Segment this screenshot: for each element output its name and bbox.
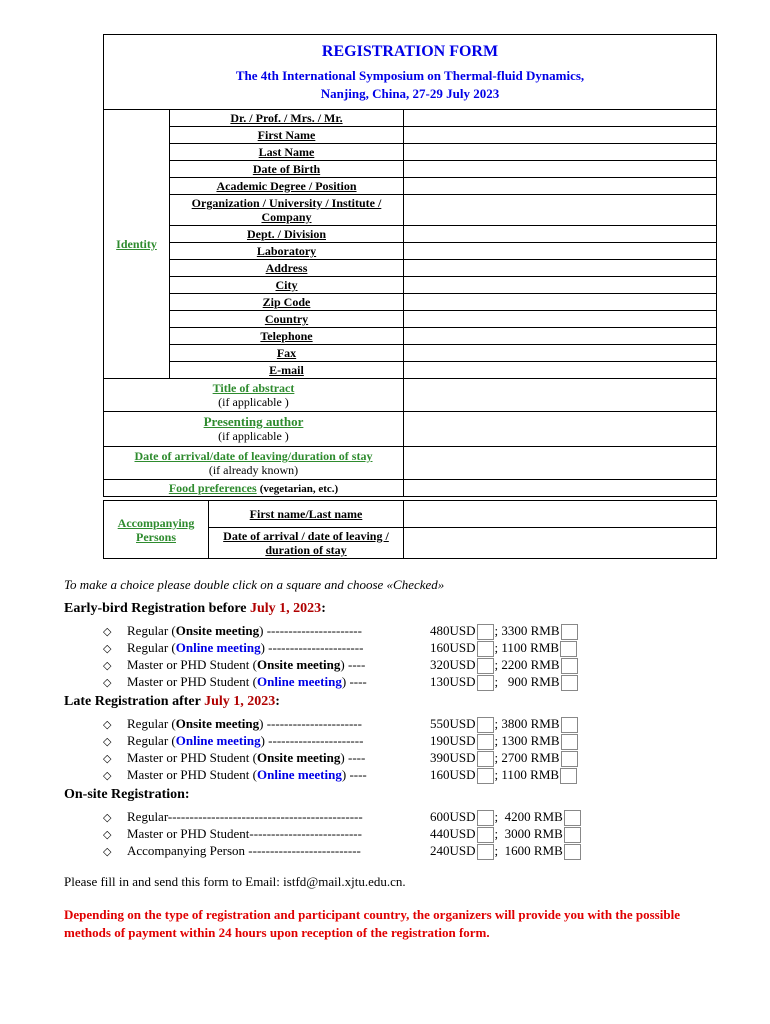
field-input-dob[interactable] bbox=[404, 161, 717, 178]
instruction-text: To make a choice please double click on a square and choose «Checked» bbox=[64, 577, 445, 592]
price-row: 240USD ; 1600 RMB bbox=[430, 842, 582, 859]
field-input-last-name[interactable] bbox=[404, 144, 717, 161]
checkbox-usd[interactable] bbox=[477, 844, 494, 860]
option-row: ◇ Master or PHD Student-------------------------- bbox=[103, 825, 362, 842]
field-label-degree: Academic Degree / Position bbox=[170, 178, 404, 195]
checkbox-usd[interactable] bbox=[477, 658, 494, 674]
checkbox-rmb[interactable] bbox=[560, 641, 577, 657]
early-bird-heading: Early-bird Registration before July 1, 2023: bbox=[64, 601, 326, 616]
form-title: REGISTRATION FORM bbox=[321, 43, 499, 60]
price-row: 440USD ; 3000 RMB bbox=[430, 825, 582, 842]
diamond-icon: ◇ bbox=[103, 677, 112, 689]
diamond-icon: ◇ bbox=[103, 736, 112, 748]
checkbox-usd[interactable] bbox=[477, 641, 494, 657]
field-input-zip[interactable] bbox=[404, 294, 717, 311]
diamond-icon: ◇ bbox=[103, 770, 112, 782]
checkbox-usd[interactable] bbox=[477, 827, 494, 843]
field-label-address: Address bbox=[170, 260, 404, 277]
field-input-organization[interactable] bbox=[404, 195, 717, 226]
price-row: 130USD ; 900 RMB bbox=[430, 673, 579, 690]
checkbox-rmb[interactable] bbox=[561, 658, 578, 674]
field-input-country[interactable] bbox=[404, 311, 717, 328]
email-instruction: Please fill in and send this form to Email: istfd@mail.xjtu.edu.cn. bbox=[64, 874, 406, 889]
field-input-degree[interactable] bbox=[404, 178, 717, 195]
diamond-icon: ◇ bbox=[103, 846, 112, 858]
accompanying-table bbox=[103, 500, 717, 559]
field-input-lab[interactable] bbox=[404, 243, 717, 260]
presenting-author-label: Presenting author (if applicable ) bbox=[104, 412, 404, 447]
field-input-title[interactable] bbox=[404, 110, 717, 127]
presenting-author-input[interactable] bbox=[404, 412, 717, 447]
field-label-lab: Laboratory bbox=[170, 243, 404, 260]
field-label-dob: Date of Birth bbox=[170, 161, 404, 178]
field-label-city: City bbox=[170, 277, 404, 294]
checkbox-usd[interactable] bbox=[477, 675, 494, 691]
checkbox-usd[interactable] bbox=[477, 717, 494, 733]
checkbox-rmb[interactable] bbox=[561, 624, 578, 640]
option-row: ◇ Accompanying Person -------------------------- bbox=[103, 842, 361, 859]
abstract-label: Title of abstract (if applicable ) bbox=[104, 379, 404, 412]
price-row: 550USD ; 3800 RMB bbox=[430, 715, 579, 732]
identity-label: Identity bbox=[104, 110, 170, 379]
diamond-icon: ◇ bbox=[103, 643, 112, 655]
option-row: ◇ Master or PHD Student (Onsite meeting) ---- bbox=[103, 656, 365, 673]
field-label-dept: Dept. / Division bbox=[170, 226, 404, 243]
diamond-icon: ◇ bbox=[103, 812, 112, 824]
acc-name-input[interactable] bbox=[404, 501, 717, 528]
field-label-first-name: First Name bbox=[170, 127, 404, 144]
option-row: ◇ Regular (Online meeting) ---------------------- bbox=[103, 732, 363, 749]
checkbox-rmb[interactable] bbox=[561, 717, 578, 733]
checkbox-rmb[interactable] bbox=[564, 844, 581, 860]
price-row: 190USD ; 1300 RMB bbox=[430, 732, 579, 749]
field-input-first-name[interactable] bbox=[404, 127, 717, 144]
field-label-fax: Fax bbox=[170, 345, 404, 362]
option-row: ◇ Regular (Onsite meeting) ---------------------- bbox=[103, 715, 362, 732]
field-label-title: Dr. / Prof. / Mrs. / Mr. bbox=[170, 110, 404, 127]
checkbox-rmb[interactable] bbox=[561, 734, 578, 750]
checkbox-usd[interactable] bbox=[477, 751, 494, 767]
checkbox-usd[interactable] bbox=[477, 768, 494, 784]
checkbox-usd[interactable] bbox=[477, 624, 494, 640]
food-label: Food preferences (vegetarian, etc.) bbox=[104, 480, 404, 497]
checkbox-rmb[interactable] bbox=[561, 751, 578, 767]
accompanying-label: Accompanying Persons bbox=[104, 501, 209, 559]
option-row: ◇ Master or PHD Student (Onsite meeting) ---- bbox=[103, 749, 365, 766]
field-label-telephone: Telephone bbox=[170, 328, 404, 345]
food-input[interactable] bbox=[404, 480, 717, 497]
field-input-dept[interactable] bbox=[404, 226, 717, 243]
field-label-email: E-mail bbox=[170, 362, 404, 379]
price-row: 480USD ; 3300 RMB bbox=[430, 622, 579, 639]
diamond-icon: ◇ bbox=[103, 626, 112, 638]
diamond-icon: ◇ bbox=[103, 719, 112, 731]
option-row: ◇ Master or PHD Student (Online meeting) ---- bbox=[103, 673, 367, 690]
price-row: 160USD ; 1100 RMB bbox=[430, 766, 578, 783]
form-header bbox=[104, 35, 717, 110]
option-row: ◇ Regular (Onsite meeting) ---------------------- bbox=[103, 622, 362, 639]
field-label-organization: Organization / University / Institute / Company bbox=[170, 195, 404, 226]
field-label-last-name: Last Name bbox=[170, 144, 404, 161]
field-input-email[interactable] bbox=[404, 362, 717, 379]
price-row: 600USD ; 4200 RMB bbox=[430, 808, 582, 825]
checkbox-usd[interactable] bbox=[477, 810, 494, 826]
checkbox-rmb[interactable] bbox=[560, 768, 577, 784]
price-row: 390USD ; 2700 RMB bbox=[430, 749, 579, 766]
abstract-input[interactable] bbox=[404, 379, 717, 412]
onsite-heading: On-site Registration: bbox=[64, 787, 190, 802]
arrival-input[interactable] bbox=[404, 447, 717, 480]
price-row: 320USD ; 2200 RMB bbox=[430, 656, 579, 673]
field-input-telephone[interactable] bbox=[404, 328, 717, 345]
registration-table bbox=[103, 34, 717, 497]
checkbox-rmb[interactable] bbox=[564, 827, 581, 843]
acc-name-label: First name/Last name bbox=[209, 501, 404, 528]
payment-notice: Depending on the type of registration and participant country, the organizers will provide you with the possible methods of payment within 24 hours upon reception of the registration form. bbox=[64, 907, 680, 940]
field-input-city[interactable] bbox=[404, 277, 717, 294]
field-input-fax[interactable] bbox=[404, 345, 717, 362]
diamond-icon: ◇ bbox=[103, 829, 112, 841]
field-label-country: Country bbox=[170, 311, 404, 328]
late-heading: Late Registration after July 1, 2023: bbox=[64, 694, 280, 709]
arrival-label: Date of arrival/date of leaving/duration of stay (if already known) bbox=[104, 447, 404, 480]
option-row: ◇ Master or PHD Student (Online meeting) ---- bbox=[103, 766, 367, 783]
checkbox-rmb[interactable] bbox=[561, 675, 578, 691]
diamond-icon: ◇ bbox=[103, 753, 112, 765]
checkbox-rmb[interactable] bbox=[564, 810, 581, 826]
field-label-zip: Zip Code bbox=[170, 294, 404, 311]
price-row: 160USD ; 1100 RMB bbox=[430, 639, 578, 656]
acc-date-input[interactable] bbox=[404, 528, 717, 559]
diamond-icon: ◇ bbox=[103, 660, 112, 672]
acc-date-label: Date of arrival / date of leaving / duration of stay bbox=[209, 528, 404, 559]
checkbox-usd[interactable] bbox=[477, 734, 494, 750]
symposium-name: The 4th International Symposium on Thermal-fluid Dynamics, bbox=[235, 68, 585, 83]
option-row: ◇ Regular (Online meeting) ---------------------- bbox=[103, 639, 363, 656]
field-input-address[interactable] bbox=[404, 260, 717, 277]
option-row: ◇ Regular--------------------------------------------- bbox=[103, 808, 363, 825]
symposium-place-date: Nanjing, China, 27-29 July 2023 bbox=[320, 86, 500, 101]
